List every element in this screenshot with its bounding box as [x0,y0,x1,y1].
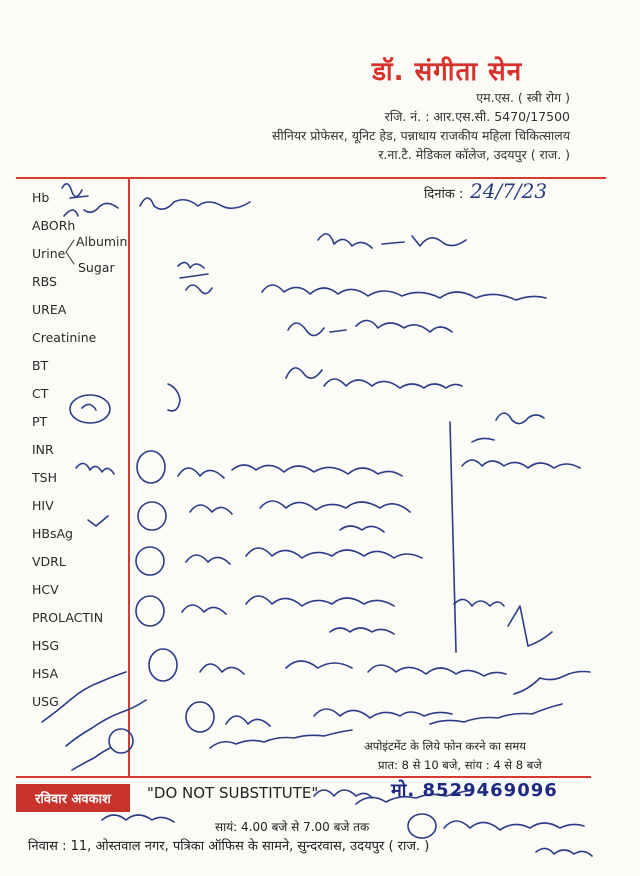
evening-hours: सायं: 4.00 बजे से 7.00 बजे तक [215,820,370,834]
test-hiv: HIV [32,498,54,513]
test-tsh: TSH [32,470,57,485]
test-urea: UREA [32,302,67,317]
residence-address: निवास : 11, ओस्तवाल नगर, पत्रिका ऑफिस के सामने, सुन्दरवास, उदयपुर ( राज. ) [28,839,430,854]
test-urine: Urine [32,246,66,261]
phone-number: मो. 8529469096 [391,780,558,801]
date-label: दिनांक : [424,187,464,202]
test-ct: CT [32,386,49,401]
do-not-substitute: "DO NOT SUBSTITUTE" [147,784,319,802]
test-hcv: HCV [32,582,59,597]
test-inr: INR [32,442,54,457]
test-pt: PT [32,414,48,429]
test-hsg: HSG [32,638,60,653]
test-albumin: Albumin [76,234,128,249]
test-hbsag: HBsAg [32,526,73,541]
test-hb: Hb [32,190,50,205]
test-rbs: RBS [32,274,57,289]
test-aborh: ABORh [32,218,76,233]
doctor-designation: सीनियर प्रोफेसर, यूनिट हेड, पन्नाधाय राजकीय महिला चिकित्सालय [272,128,570,143]
test-prolactin: PROLACTIN [32,610,104,625]
appointment-note: अपोइंटमेंट के लिये फोन करने का समय [364,739,526,753]
test-sugar: Sugar [78,260,115,275]
test-hsa: HSA [32,666,59,681]
test-vdrl: VDRL [32,554,66,569]
college-name: र.ना.टै. मेडिकल कॉलेज, उदयपुर ( राज. ) [378,147,570,162]
test-bt: BT [32,358,49,373]
doctor-name: डॉ. संगीता सेन [372,57,523,87]
registration-number: रजि. नं. : आर.एस.सी. 5470/17500 [384,109,570,124]
date-value: 24/7/23 [470,179,548,203]
appointment-timings: प्रात: 8 से 10 बजे, सांय : 4 से 8 बजे [378,758,542,772]
sunday-off-badge: रविवार अवकाश [16,784,130,812]
test-creatinine: Creatinine [32,330,97,345]
test-usg: USG [32,694,59,709]
doctor-qualification: एम.एस. ( स्त्री रोग ) [476,90,570,105]
